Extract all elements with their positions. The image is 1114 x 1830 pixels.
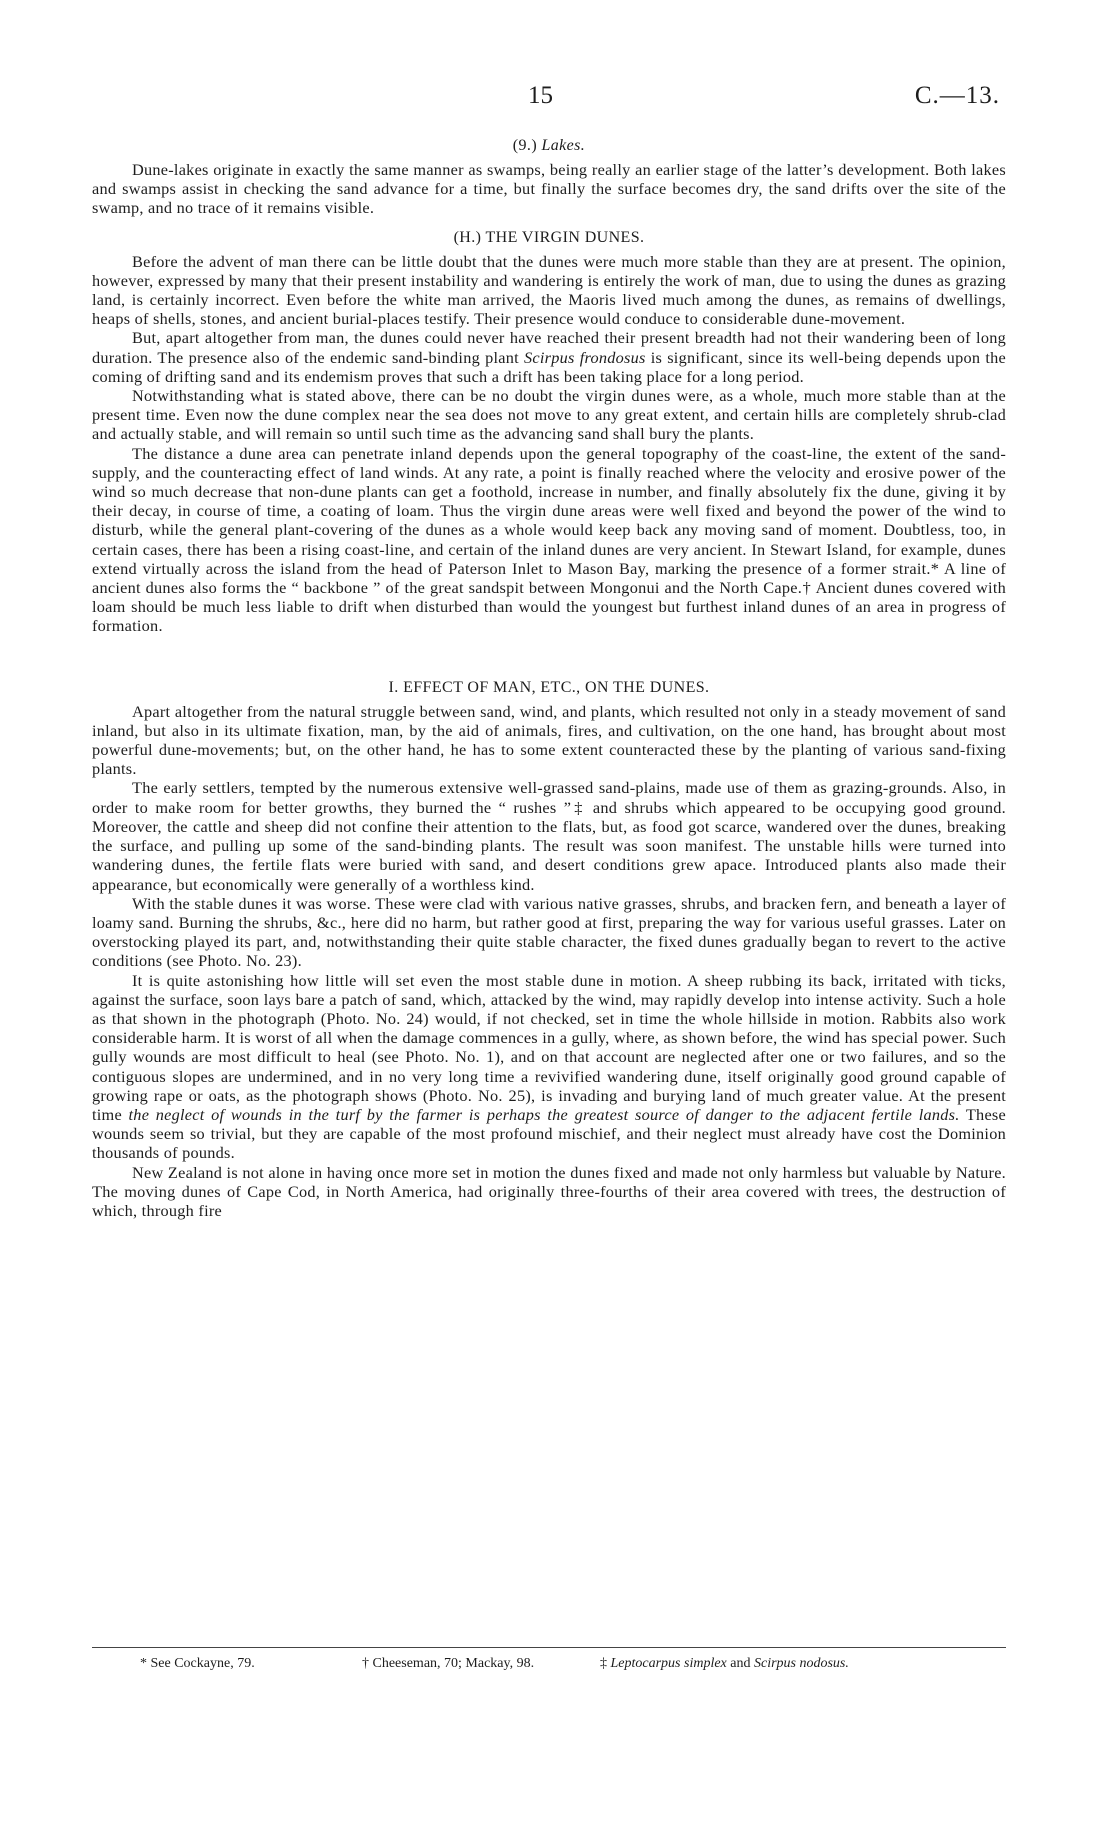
paragraph-text: It is quite astonishing how little will set even the most stable dune in motion. A sheep rubbing its back, irritated with ticks, against the surface, soon lays bare a patch of sand, which, attacked by the wind, may rapidly develop into intense activity. Such a hole as that shown in the photograph (Photo. No. 24) would, if not checked, set in time the whole hillside in motion. Rabbits also work considerable harm. It is worst of all when the damage commences in a gully, where, as shown before, the wind has special power. Such gully wounds are most difficult to heal (see Photo. No. 1), and on that account are neglected after one or two failures, and so the contiguous slopes are undermined, and in no very long time a revivified wandering dune, itself originally good ground capable of growing rape or oats, as the photograph shows (Photo. No. 25), is invading and burying land of much greater value. At the present time (92, 970, 1006, 1124)
paragraph: New Zealand is not alone in having once more set in motion the dunes fixed and made not only harmless but valuable by Nature. The moving dunes of Cape Cod, in North America, had originally three-fourths of their area covered with trees, the destruction of which, through fire (92, 1162, 1006, 1220)
section-heading-virgin-dunes: (H.) THE VIRGIN DUNES. (453, 228, 645, 246)
species-name: Scirpus frondosus (524, 347, 646, 367)
paragraph (92, 328, 1006, 386)
footnote-2: † Cheeseman, 70; Mackay, 98. (362, 1656, 535, 1671)
paragraph: Apart altogether from the natural struggle between sand, wind, and plants, which resulted not only in a steady movement of sand inland, but also in its ultimate fixation, man, by the aid of animals, fires, and cultivation, on the one hand, has brought about most powerful dune-movements; but, on the other hand, he has to some extent counteracted these by the planting of various sand-fixing plants. (92, 701, 1006, 779)
paragraph: The early settlers, tempted by the numerous extensive well-grassed sand-plains, made use of them as grazing-grounds. Also, in order to make room for better growths, they burned the “ rushes ”‡ and shrubs which appeared to be occupying good ground. Moreover, the cattle and sheep did not confine their attention to the flats, but, as food got scarce, wandered over the dunes, breaking the surface, and pulling up some of the sand-binding plants. The result was soon manifest. The unstable hills were turned into wandering dunes, the fertile flats were buried with sand, and desert conditions grew apace. Introduced plants also made their appearance, but economically were generally of a worthless kind. (92, 778, 1006, 894)
footnote-mark: ‡ (600, 1656, 611, 1671)
paragraph: Before the advent of man there can be little doubt that the dunes were much more stable than they are at present. The opinion, however, expressed by many that their present instability and wandering is entirely the work of man, due to using the dunes as grazing land, is certainly incorrect. Even before the white man arrived, the Maoris lived much among the dunes, as remains of dwellings, heaps of shells, stones, and ancient burial-places testify. Their presence would conduce to considerable dune-movement. (92, 251, 1006, 329)
species-name: Leptocarpus simplex (610, 1656, 727, 1671)
paragraph: Notwithstanding what is stated above, there can be no doubt the virgin dunes were, as a whole, much more stable than at the present time. Even now the dune complex near the sea does not move to any great extent, and certain hills are completely shrub-clad and actually stable, and will remain so until such time as the advancing sand shall bury the plants. (92, 386, 1006, 444)
section-heading-lakes (92, 136, 1006, 155)
footnote-3 (600, 1656, 849, 1672)
footnote-text: and (726, 1656, 754, 1671)
emphasis-text: the neglect of wounds in the turf by the farmer is perhaps the greatest source of danger to the adjacent fertile lands. (128, 1104, 960, 1124)
species-name: Scirpus nodosus. (753, 1656, 849, 1671)
lakes-heading-word: Lakes. (541, 137, 586, 154)
footnote-divider (92, 1647, 1006, 1648)
page-number: 15 (528, 82, 553, 109)
paragraph: The distance a dune area can penetrate inland depends upon the general topography of the coast-line, the extent of the sand-supply, and the counteracting effect of land winds. At any rate, a point is finally reached where the velocity and erosive power of the wind so much decrease that non-dune plants can get a foothold, increase in number, and finally absolutely fix the dune, giving it by their decay, in course of time, a coating of loam. Thus the virgin dune areas were well fixed and beyond the power of the wind to disturb, while the general plant-covering of the dunes as a whole would keep back any moving sand of moment. Doubtless, too, in certain cases, there has been a rising coast-line, and certain of the inland dunes are very ancient. In Stewart Island, for example, dunes extend virtually across the island from the head of Paterson Inlet to Mason Bay, marking the presence of a former strait.* A line of ancient dunes also forms the “ backbone ” of the great sandspit between Mongonui and the North Cape.† Ancient dunes covered with loam should be much less liable to drift when disturbed than would the youngest but furthest inland dunes of an area in progress of formation. (92, 443, 1006, 636)
paragraph-text: But, apart altogether from man, the dunes could never have reached their present breadth had not their wandering been of long duration. The presence also of the endemic sand-binding plant (92, 328, 1006, 367)
document-reference: C.—13. (914, 82, 1000, 109)
page-header (0, 82, 1114, 122)
footnote-1: * See Cockayne, 79. (140, 1656, 255, 1671)
paragraph: Dune-lakes originate in exactly the same manner as swamps, being really an earlier stage of the latter’s development. Both lakes and swamps assist in checking the sand advance for a time, but finally the surface becomes dry, the sand drifts over the site of the swamp, and no trace of it remains visible. (92, 160, 1006, 218)
paragraph-text: These wounds seem so trivial, but they are capable of the most profound mischief, and their neglect must already have cost the Dominion thousands of pounds. (92, 1104, 1006, 1163)
paragraph: With the stable dunes it was worse. These were clad with various native grasses, shrubs, and bracken fern, and beneath a layer of loamy sand. Burning the shrubs, &c., here did no harm, but rather good at first, preparing the way for various useful grasses. Later on overstocking played its part, and, notwithstanding their quite stable character, the fixed dunes gradually began to revert to the active conditions (see Photo. No. 23). (92, 893, 1006, 971)
lakes-heading-text: (9.) Lakes. (512, 137, 586, 154)
paragraph (92, 971, 1006, 1163)
paragraph-text: is significant, since its well-being depends upon the coming of drifting sand and its endemism proves that such a drift has been taking place for a long period. (92, 347, 1007, 386)
section-heading-effect-of-man: I. EFFECT OF MAN, ETC., ON THE DUNES. (388, 678, 710, 696)
page-body (92, 136, 1006, 1220)
